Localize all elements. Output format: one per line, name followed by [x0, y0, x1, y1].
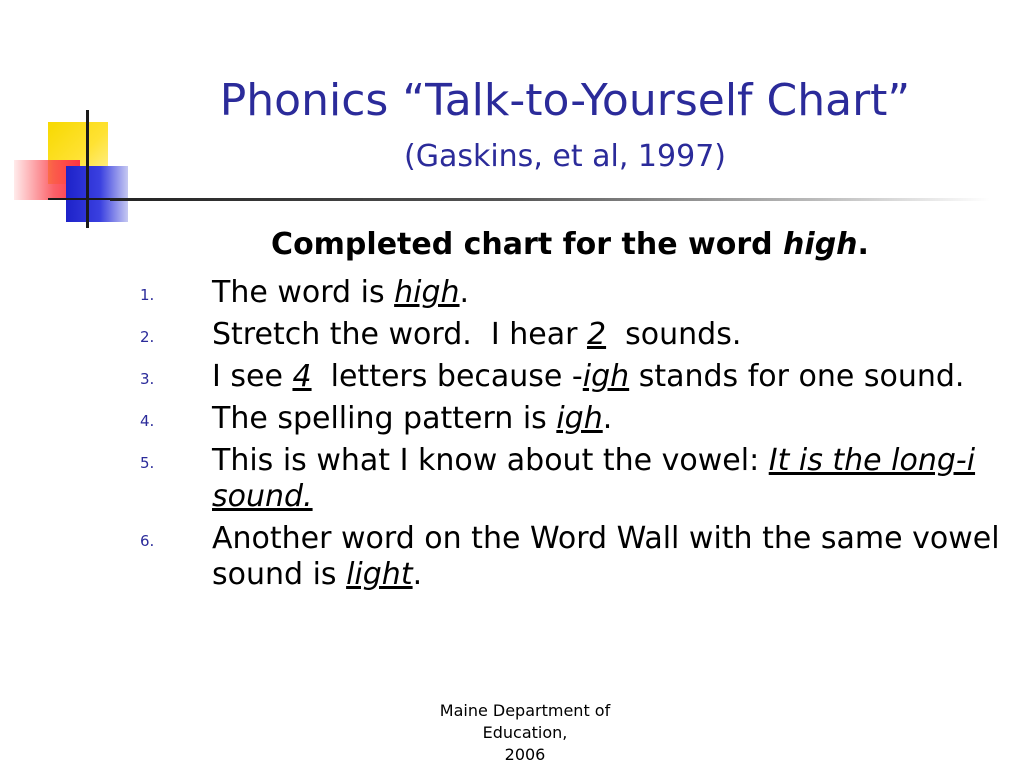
list-number: 3.: [140, 370, 155, 388]
item-text: .: [459, 275, 470, 310]
item-text: I see: [212, 359, 293, 394]
item-text: letters because -: [311, 359, 583, 394]
slide-subtitle: (Gaskins, et al, 1997): [404, 139, 726, 174]
heading-suffix: .: [857, 227, 869, 262]
answer-text: high: [394, 275, 460, 310]
slide-title: Phonics “Talk-to-Yourself Chart”: [219, 75, 911, 126]
list-item: [140, 521, 1000, 593]
title-divider: [110, 198, 990, 201]
answer-text: light: [346, 557, 413, 592]
item-text: stands for one sound.: [629, 359, 965, 394]
item-text: This is what I know about the vowel:: [212, 443, 769, 478]
numbered-list: [140, 275, 1000, 599]
answer-text: It is the long-i sound.: [212, 443, 976, 514]
list-number: 6.: [140, 532, 155, 550]
item-text: The word is: [212, 275, 395, 310]
list-item: [140, 275, 1000, 311]
heading-prefix: Completed chart for the word: [271, 227, 784, 262]
item-text: sounds.: [606, 317, 742, 352]
answer-text: 4: [292, 359, 312, 394]
answer-text: 2: [586, 317, 607, 352]
list-number: 1.: [140, 286, 155, 304]
horizontal-line-decoration: [48, 198, 110, 200]
vertical-line-decoration: [86, 110, 89, 228]
list-item: [140, 401, 1000, 437]
list-number: 2.: [140, 328, 155, 346]
answer-text: igh: [582, 359, 630, 394]
list-item: [140, 443, 1000, 515]
list-number: 4.: [140, 412, 155, 430]
item-text: .: [602, 401, 613, 436]
footer-line: 2006: [504, 745, 546, 764]
heading-word: high: [783, 227, 858, 262]
list-item: [140, 317, 1000, 353]
footer-credit: [410, 700, 640, 766]
footer-line: Maine Department of Education,: [439, 701, 611, 742]
section-heading: [160, 226, 980, 264]
item-text: .: [412, 557, 423, 592]
blue-square-decoration: [66, 166, 128, 222]
list-item: [140, 359, 1000, 395]
item-text: The spelling pattern is: [212, 401, 557, 436]
item-text: Another word on the Word Wall with the same vowel sound is: [212, 521, 1000, 592]
list-number: 5.: [140, 454, 155, 472]
item-text: Stretch the word. I hear: [212, 317, 587, 352]
answer-text: igh: [556, 401, 603, 436]
